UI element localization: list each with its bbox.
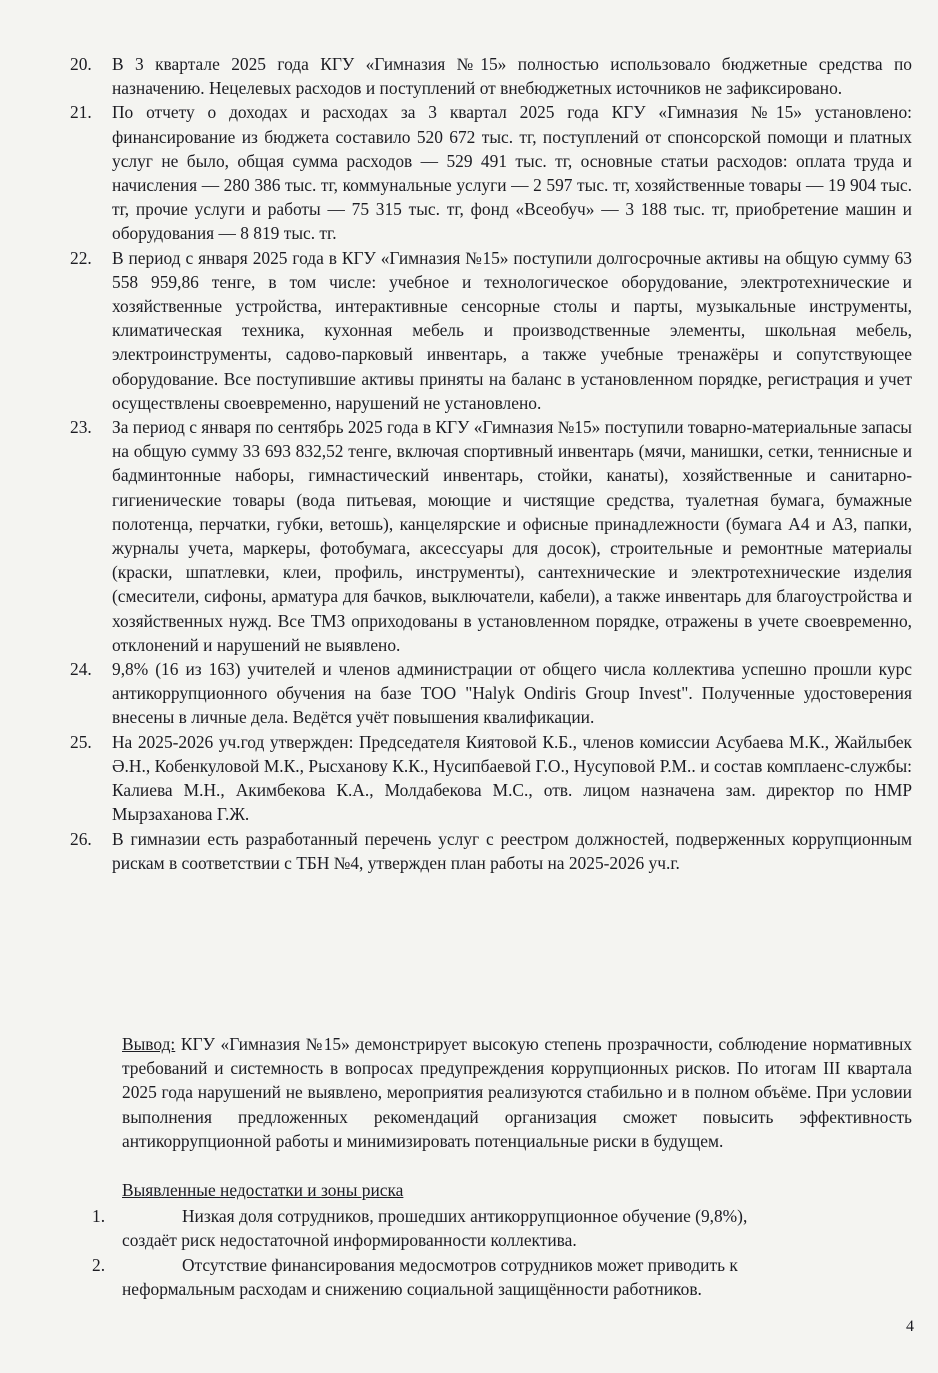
- item-number: 23.: [70, 417, 92, 438]
- list-item: [70, 52, 912, 100]
- item-text: На 2025-2026 уч.год утвержден: Председателя Киятовой К.Б., членов комиссии Асубаева М.К., Жайлыбек Ә.Н., Кобенкуловой М.К., Рысханову К.К., Нусипбаевой Г.О., Нусуповой Р.М.. и состав комплаенс-службы: Калиева М.Н., Акимбекова К.А., Молдабекова М.С., отв. лицом назначена зам. директор по НМР Мырзаханова Г.Ж.: [112, 731, 912, 825]
- risk-text-line1: Низкая доля сотрудников, прошедших антикоррупционное обучение (9,8%),: [182, 1206, 748, 1226]
- list-item: [70, 657, 912, 730]
- list-item: [70, 827, 912, 875]
- risk-text-line2: создаёт риск недостаточной информированности коллектива.: [122, 1230, 577, 1250]
- item-number: 25.: [70, 731, 92, 752]
- conclusion-label: Вывод:: [122, 1034, 176, 1054]
- item-text: В период с января 2025 года в КГУ «Гимназия №15» поступили долгосрочные активы на общую сумму 63 558 959,86 тенге, в том числе: учебное и технологическое оборудование, электротехнические и хозяйственные устройства, интерактивные сенсорные столы и парты, музыкальные инструменты, климатическая техника, кухонная мебель и производственные элементы, школьная мебель, электроинструменты, садово-парковый инвентарь, а также учебные тренажёры и сопутствующее оборудование. Все поступившие активы приняты на баланс в установленном порядке, регистрация и учет осуществлены своевременно, нарушений не установлено.: [112, 247, 912, 413]
- numbered-list: [70, 52, 912, 875]
- risk-item: [92, 1253, 892, 1301]
- item-number: 22.: [70, 247, 92, 268]
- list-item: [70, 100, 912, 245]
- risks-heading: Выявленные недостатки и зоны риска: [122, 1180, 404, 1200]
- item-text: 9,8% (16 из 163) учителей и членов администрации от общего числа коллектива успешно прошли курс антикоррупционного обучения на базе ТОО "Halyk Ondiris Group Invest". Полученные удостоверения внесены в личные дела. Ведётся учёт повышения квалификации.: [112, 659, 912, 728]
- item-text: За период с января по сентябрь 2025 года в КГУ «Гимназия №15» поступили товарно-материальные запасы на общую сумму 33 693 832,52 тенге, включая спортивный инвентарь (мячи, манишки, сетки, теннисные и бадминтонные наборы, гимнастический инвентарь, стойки, канаты), хозяйственные и санитарно-гигиенические товары (вода питьевая, моющие и чистящие средства, туалетная бумага, бумажные полотенца, перчатки, губки, ветошь), канцелярские и офисные принадлежности (бумага А4 и А3, папки, журналы учета, маркеры, фотобумага, аксессуары для досок), строительные и ремонтные материалы (краски, шпатлевки, клеи, профиль, инструменты), сантехнические и электротехнические изделия (смесители, сифоны, арматура для бачков, выключатели, кабели), а также инвентарь для благоустройства и хозяйственных нужд. Все ТМЗ оприходованы в установленном порядке, отражены в учете своевременно, отклонений и нарушений не выявлено.: [112, 417, 912, 655]
- risk-number: 1.: [92, 1206, 106, 1226]
- item-number: 24.: [70, 659, 92, 680]
- list-item: [70, 246, 912, 415]
- list-item: [70, 730, 912, 827]
- risk-text-line2: неформальным расходам и снижению социальной защищённости работников.: [122, 1279, 702, 1299]
- risk-text-line1: Отсутствие финансирования медосмотров сотрудников может приводить к: [182, 1255, 738, 1275]
- item-number: 21.: [70, 102, 92, 123]
- item-number: 20.: [70, 54, 92, 74]
- list-item: [70, 415, 912, 657]
- item-text: По отчету о доходах и расходах за 3 квартал 2025 года КГУ «Гимназия №15» установлено: финансирование из бюджета составило 520 672 тыс. тг, поступлений от спонсорской помощи и платных услуг не было, общая сумма расходов — 529 491 тыс. тг, основные статьи расходов: оплата труда и начисления — 280 386 тыс. тг, коммунальные услуги — 2 597 тыс. тг, хозяйственные товары — 19 904 тыс. тг, прочие услуги и работы — 75 315 тыс. тг, фонд «Всеобуч» — 3 188 тыс. тг, приобретение машин и оборудования — 8 819 тыс. тг.: [112, 102, 912, 244]
- page-number: 4: [906, 1318, 914, 1335]
- conclusion-text: КГУ «Гимназия №15» демонстрирует высокую степень прозрачности, соблюдение нормативных требований и системность в вопросах предупреждения коррупционных рисков. По итогам III квартала 2025 года нарушений не выявлено, мероприятия реализуются стабильно и в полном объёме. При условии выполнения предложенных рекомендаций организация сможет повысить эффективность антикоррупционной работы и минимизировать потенциальные риски в будущем.: [122, 1034, 912, 1151]
- risk-number: 2.: [92, 1255, 106, 1275]
- item-number: 26.: [70, 828, 92, 849]
- item-text: В 3 квартале 2025 года КГУ «Гимназия №15» полностью использовало бюджетные средства по назначению. Нецелевых расходов и поступлений от внебюджетных источников не зафиксировано.: [112, 54, 912, 99]
- risk-item: [92, 1204, 892, 1252]
- conclusion-paragraph: [122, 1032, 912, 1153]
- item-text: В гимназии есть разработанный перечень услуг с реестром должностей, подверженных коррупционным рискам в соответствии с ТБН №4, утвержден план работы на 2025-2026 уч.г.: [112, 828, 912, 873]
